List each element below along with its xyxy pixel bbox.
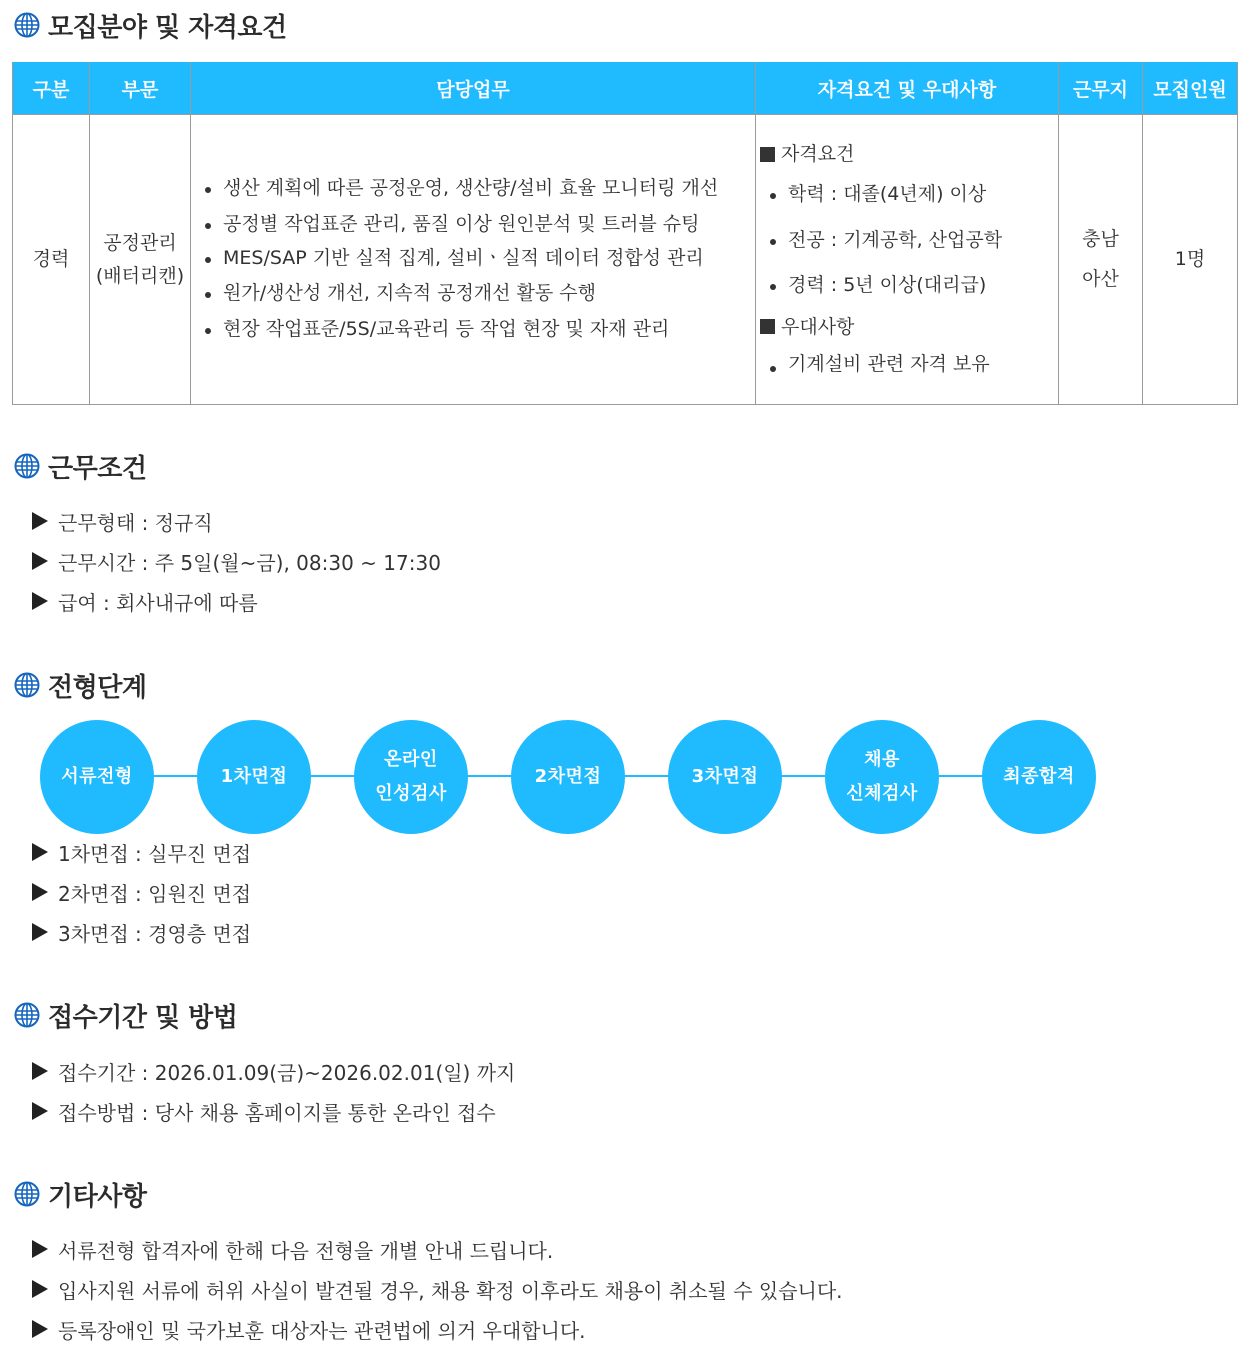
process-note-text: 2차면접 : 임원진 면접 xyxy=(58,881,252,906)
header-location: 근무지 xyxy=(1059,63,1143,115)
duty-item: 공정별 작업표준 관리, 품질 이상 원인분석 및 트러블 슈팅 xyxy=(201,212,755,238)
triangle-right-icon xyxy=(32,1102,48,1120)
list-item xyxy=(30,581,441,621)
header-division: 부문 xyxy=(90,63,191,115)
header-duties: 담당업무 xyxy=(191,63,756,115)
square-bullet-icon xyxy=(760,319,775,334)
etc-text: 입사지원 서류에 허위 사실이 발견될 경우, 채용 확정 이후라도 채용이 취소될 수 있습니다. xyxy=(58,1278,843,1303)
list-item xyxy=(30,1309,843,1349)
process-note-text: 3차면접 : 경영층 면접 xyxy=(58,921,252,946)
process-notes-list xyxy=(30,832,251,952)
apply-text: 접수기간 : 2026.01.09(금)~2026.02.01(일) 까지 xyxy=(58,1060,516,1085)
process-step: 최종합격 xyxy=(982,720,1096,834)
section-title-etc xyxy=(14,1178,146,1210)
section-title-text: 근무조건 xyxy=(48,453,147,484)
apply-list xyxy=(30,1051,515,1131)
list-item xyxy=(30,501,441,541)
qualification-item: 전공 : 기계공학, 산업공학 xyxy=(760,218,1058,264)
triangle-right-icon xyxy=(32,1240,48,1258)
section-title-conditions xyxy=(14,450,146,482)
duty-item: 원가/생산성 개선, 지속적 공정개선 활동 수행 xyxy=(201,281,755,307)
qualification-title: 자격요건 xyxy=(781,143,855,166)
section-title-text: 기타사항 xyxy=(48,1181,147,1212)
header-type: 구분 xyxy=(13,63,90,115)
square-bullet-icon xyxy=(760,147,775,162)
qualification-item: 학력 : 대졸(4년제) 이상 xyxy=(760,172,1058,218)
list-item xyxy=(30,832,251,872)
duty-item: 생산 계획에 따른 공정운영, 생산량/설비 효율 모니터링 개선 xyxy=(201,176,755,202)
table-header-row xyxy=(13,63,1238,115)
section-title-text: 접수기간 및 방법 xyxy=(48,1002,238,1033)
process-step: 3차면접 xyxy=(668,720,782,834)
conditions-list xyxy=(30,501,441,621)
cell-qualifications xyxy=(756,115,1059,405)
section-title-text: 모집분야 및 자격요건 xyxy=(48,12,287,43)
location-line1: 충남 xyxy=(1082,227,1119,250)
division-line2: (배터리캔) xyxy=(95,264,185,287)
qualification-heading xyxy=(760,136,1058,172)
section-title-process xyxy=(14,669,146,701)
duty-item: 현장 작업표준/5S/교육관리 등 작업 현장 및 자재 관리 xyxy=(201,317,755,343)
triangle-right-icon xyxy=(32,1062,48,1080)
section-title-text: 전형단계 xyxy=(48,672,147,703)
list-item xyxy=(30,1269,843,1309)
condition-text: 근무시간 : 주 5일(월~금), 08:30 ~ 17:30 xyxy=(58,550,441,575)
etc-list xyxy=(30,1229,843,1349)
triangle-right-icon xyxy=(32,883,48,901)
process-step: 온라인 인성검사 xyxy=(354,720,468,834)
process-step: 1차면접 xyxy=(197,720,311,834)
division-line1: 공정관리 xyxy=(103,232,177,255)
preference-item: 기계설비 관련 자격 보유 xyxy=(760,345,1058,383)
apply-text: 접수방법 : 당사 채용 홈페이지를 통한 온라인 접수 xyxy=(58,1100,496,1125)
table-row xyxy=(13,115,1238,405)
etc-text: 등록장애인 및 국가보훈 대상자는 관련법에 의거 우대합니다. xyxy=(58,1318,586,1343)
condition-text: 근무형태 : 정규직 xyxy=(58,510,213,535)
process-step: 2차면접 xyxy=(511,720,625,834)
preference-heading xyxy=(760,309,1058,345)
triangle-right-icon xyxy=(32,843,48,861)
process-note-text: 1차면접 : 실무진 면접 xyxy=(58,841,252,866)
process-step: 채용 신체검사 xyxy=(825,720,939,834)
globe-icon xyxy=(14,1181,40,1207)
list-item xyxy=(30,541,441,581)
globe-icon xyxy=(14,453,40,479)
section-title-recruit xyxy=(14,9,287,41)
triangle-right-icon xyxy=(32,1320,48,1338)
header-headcount: 모집인원 xyxy=(1143,63,1238,115)
cell-duties xyxy=(191,115,756,405)
qualification-list xyxy=(760,172,1058,309)
preference-title: 우대사항 xyxy=(781,315,855,338)
location-line2: 아산 xyxy=(1082,267,1119,290)
cell-type: 경력 xyxy=(13,115,90,405)
process-steps xyxy=(40,720,1100,834)
globe-icon xyxy=(14,1002,40,1028)
list-item xyxy=(30,1051,515,1091)
qualification-item: 경력 : 5년 이상(대리급) xyxy=(760,263,1058,309)
duties-list xyxy=(201,176,755,342)
etc-text: 서류전형 합격자에 한해 다음 전형을 개별 안내 드립니다. xyxy=(58,1238,554,1263)
condition-text: 급여 : 회사내규에 따름 xyxy=(58,590,258,615)
list-item xyxy=(30,872,251,912)
triangle-right-icon xyxy=(32,552,48,570)
cell-division xyxy=(90,115,191,405)
globe-icon xyxy=(14,672,40,698)
process-step: 서류전형 xyxy=(40,720,154,834)
cell-headcount: 1명 xyxy=(1143,115,1238,405)
cell-location xyxy=(1059,115,1143,405)
section-title-apply xyxy=(14,999,237,1031)
recruit-table xyxy=(12,62,1238,405)
list-item xyxy=(30,912,251,952)
header-qualifications: 자격요건 및 우대사항 xyxy=(756,63,1059,115)
duty-item: MES/SAP 기반 실적 집계, 설비ㆍ실적 데이터 정합성 관리 xyxy=(201,246,755,272)
preference-list xyxy=(760,345,1058,383)
list-item xyxy=(30,1229,843,1269)
list-item xyxy=(30,1091,515,1131)
triangle-right-icon xyxy=(32,923,48,941)
triangle-right-icon xyxy=(32,592,48,610)
globe-icon xyxy=(14,12,40,38)
triangle-right-icon xyxy=(32,1280,48,1298)
triangle-right-icon xyxy=(32,512,48,530)
